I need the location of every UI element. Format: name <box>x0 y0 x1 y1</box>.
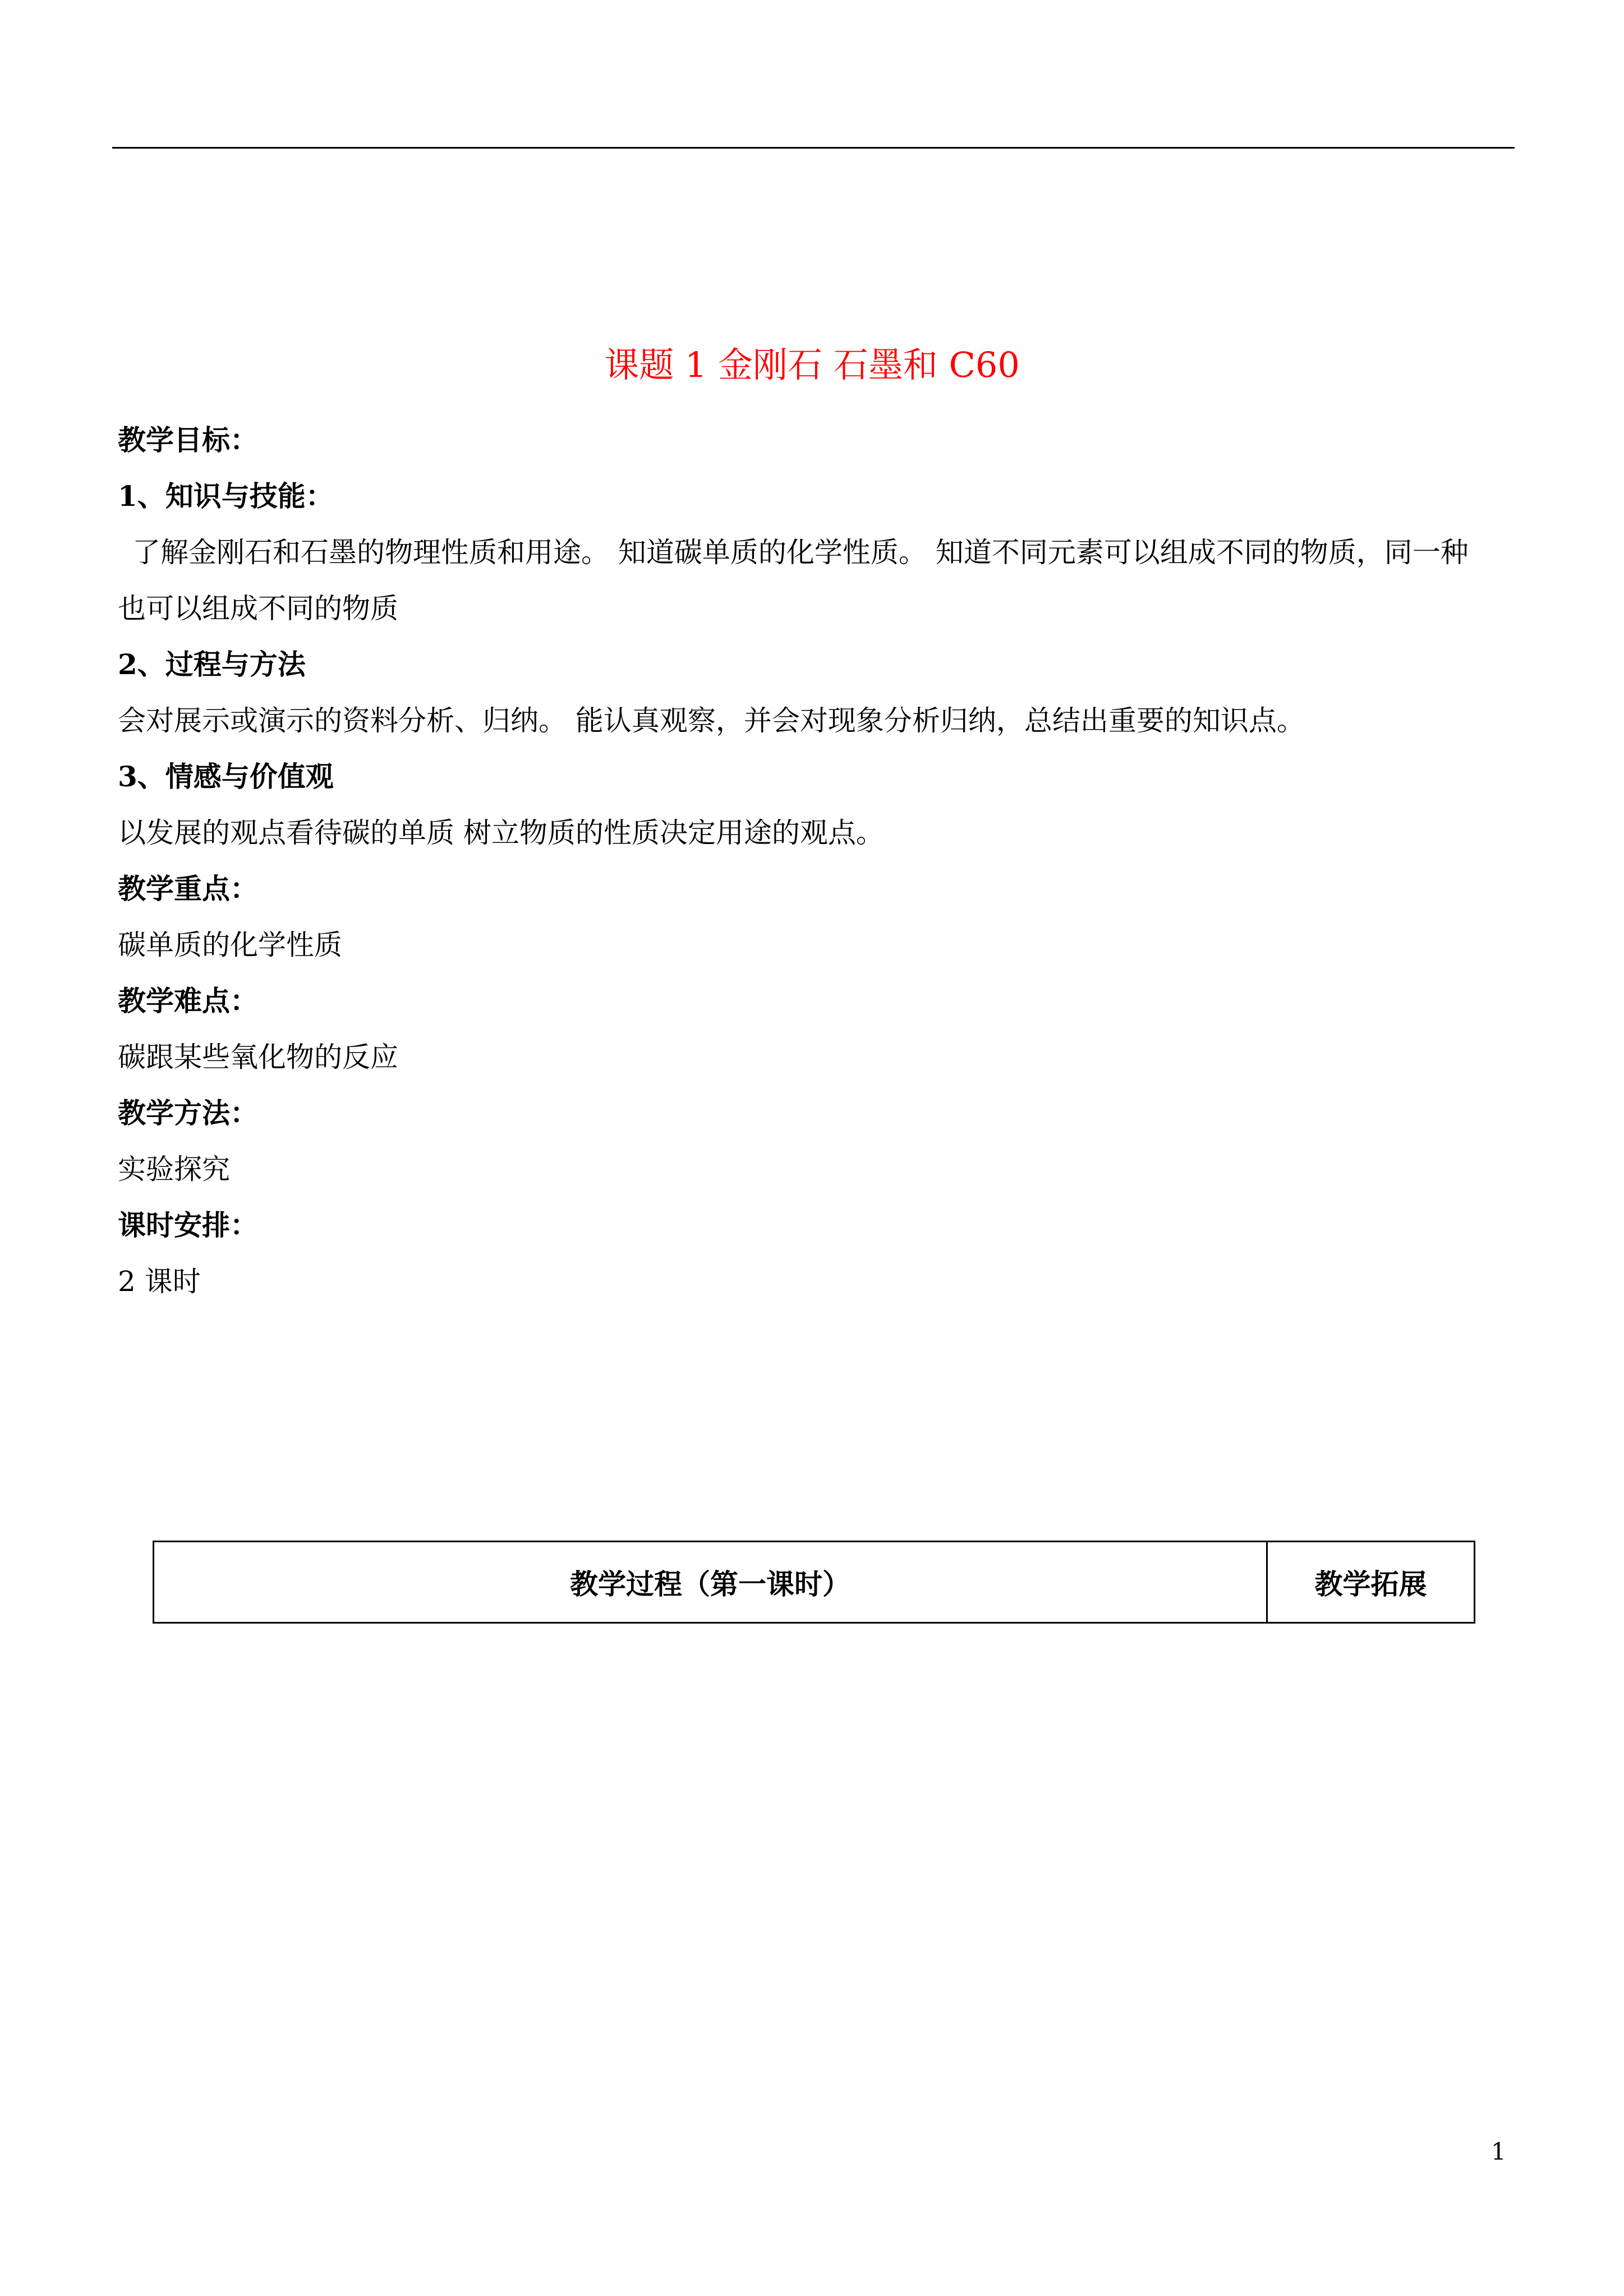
page-number: 1 <box>1491 2138 1506 2165</box>
table-header-process: 教学过程（第一课时） <box>154 1542 1268 1622</box>
schedule-heading: 课时安排： <box>118 1209 258 1242</box>
difficulty-text: 碳跟某些氧化物的反应 <box>118 1041 398 1073</box>
method-heading: 教学方法： <box>118 1096 258 1129</box>
knowledge-heading: 1、知识与技能： <box>118 480 334 513</box>
knowledge-text-line1: 了解金刚石和石墨的物理性质和用途。 知道碳单质的化学性质。 知道不同元素可以组成不同的物质，同一种 <box>132 536 1469 569</box>
document-title: 课题 1 金刚石 石墨和 C60 <box>604 344 1020 385</box>
lesson-table <box>153 1541 1475 1624</box>
objectives-heading: 教学目标： <box>118 423 258 457</box>
process-heading: 2、过程与方法 <box>118 648 306 681</box>
schedule-text: 2 课时 <box>118 1265 201 1298</box>
process-text: 会对展示或演示的资料分析、归纳。 能认真观察，并会对现象分析归纳，总结出重要的知识点。 <box>118 704 1305 737</box>
header-rule <box>112 147 1515 149</box>
method-text: 实验探究 <box>118 1153 230 1186</box>
difficulty-heading: 教学难点： <box>118 984 258 1017</box>
table-header-extension: 教学拓展 <box>1314 1567 1427 1601</box>
emotion-text: 以发展的观点看待碳的单质 树立物质的性质决定用途的观点。 <box>118 817 884 849</box>
key-text: 碳单质的化学性质 <box>118 929 342 961</box>
emotion-heading: 3、情感与价值观 <box>118 760 334 793</box>
knowledge-text-line2: 也可以组成不同的物质 <box>118 592 398 625</box>
key-heading: 教学重点： <box>118 872 258 905</box>
